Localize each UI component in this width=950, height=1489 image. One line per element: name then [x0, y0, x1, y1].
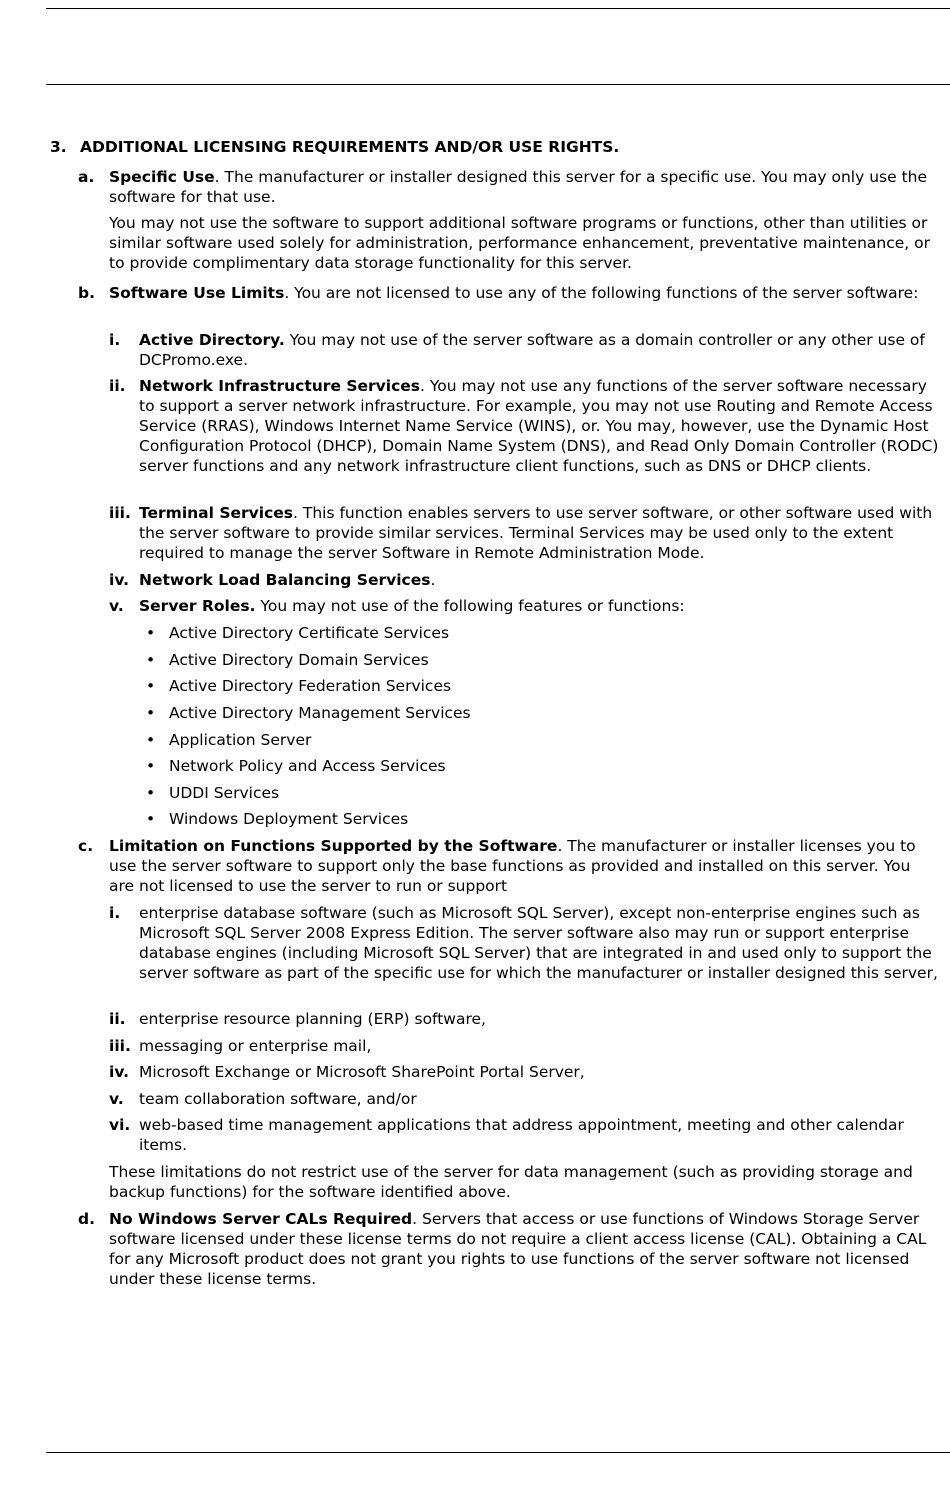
- item-text: team collaboration software, and/or: [139, 1090, 417, 1108]
- clause-text: [109, 167, 939, 207]
- item-label: iii.: [109, 1037, 131, 1055]
- section-number: 3.: [50, 138, 67, 156]
- clause-label: c.: [78, 837, 94, 855]
- bullet-text: Network Policy and Access Services: [169, 757, 446, 775]
- clause-label: d.: [78, 1210, 95, 1228]
- item-heading: Terminal Services: [139, 504, 294, 522]
- item-text: Microsoft Exchange or Microsoft SharePoint Portal Server,: [139, 1063, 585, 1081]
- item-heading: Network Infrastructure Services: [139, 377, 421, 395]
- clause-body: . Servers that access or use functions of Windows Storage Server software licensed under these license terms do not require a client access license (CAL). Obtaining a CAL for any Microsoft product does not grant you rights to use functions of the server software not licensed under these license terms.: [109, 1210, 927, 1288]
- bullet-glyph: •: [146, 704, 156, 722]
- clause-label: b.: [78, 284, 95, 302]
- item-label: ii.: [109, 1010, 126, 1028]
- clause-text: [109, 836, 939, 896]
- item-label: iii.: [109, 504, 131, 522]
- section-title: ADDITIONAL LICENSING REQUIREMENTS AND/OR USE RIGHTS.: [80, 138, 620, 156]
- item-text: web-based time management applications that address appointment, meeting and other calendar items.: [139, 1116, 904, 1154]
- clause-body: . The manufacturer or installer designed this server for a specific use. You may only use the software for that use.: [109, 168, 928, 206]
- bullet-glyph: •: [146, 651, 156, 669]
- item-text: [139, 330, 939, 370]
- item-label: ii.: [109, 377, 126, 395]
- item-text: [139, 596, 939, 616]
- item-label: vi.: [109, 1116, 131, 1134]
- item-label: i.: [109, 331, 121, 349]
- item-label: i.: [109, 904, 121, 922]
- clause-label: a.: [78, 168, 95, 186]
- item-heading: Server Roles.: [139, 597, 256, 615]
- bullet-text: Active Directory Certificate Services: [169, 624, 450, 642]
- clause-text: [109, 1209, 939, 1289]
- item-body: You may not use of the server software as a domain controller or any other use of DCPromo.exe.: [139, 331, 925, 369]
- item-text: [139, 570, 939, 590]
- bullet-text: Active Directory Management Services: [169, 704, 471, 722]
- clause-heading: Specific Use: [109, 168, 215, 186]
- clause-body: . The manufacturer or installer licenses you to use the server software to support only the base functions as provided and installed on this server. You are not licensed to use the server to run or support: [109, 837, 916, 895]
- bullet-glyph: •: [146, 624, 156, 642]
- item-label: v.: [109, 597, 124, 615]
- bullet-text: Active Directory Domain Services: [169, 651, 429, 669]
- item-body: . This function enables servers to use server software, or other software used with the server software to provide similar services. Terminal Services may be used only to the extent required to manage the server Software in Remote Administration Mode.: [139, 504, 933, 562]
- item-heading: Network Load Balancing Services: [139, 571, 431, 589]
- item-text: [139, 503, 939, 563]
- bullet-glyph: •: [146, 731, 156, 749]
- clause-c-closing: These limitations do not restrict use of the server for data management (such as providing storage and backup functions) for the software identified above.: [109, 1163, 913, 1201]
- item-heading: Active Directory.: [139, 331, 285, 349]
- item-text: [139, 376, 939, 476]
- bullet-text: Active Directory Federation Services: [169, 677, 452, 695]
- bullet-text: UDDI Services: [169, 784, 280, 802]
- clause-heading: Software Use Limits: [109, 284, 285, 302]
- bullet-text: Application Server: [169, 731, 312, 749]
- item-text: enterprise resource planning (ERP) software,: [139, 1010, 486, 1028]
- clause-heading: Limitation on Functions Supported by the Software: [109, 837, 558, 855]
- item-body: .: [430, 571, 436, 589]
- bullet-glyph: •: [146, 757, 156, 775]
- item-label: v.: [109, 1090, 124, 1108]
- item-label: iv.: [109, 571, 130, 589]
- header-rule: [46, 84, 950, 85]
- bullet-text: Windows Deployment Services: [169, 810, 409, 828]
- clause-heading: No Windows Server CALs Required: [109, 1210, 413, 1228]
- item-text: enterprise database software (such as Microsoft SQL Server), except non-enterprise engines such as Microsoft SQL Server 2008 Express Edition. The server software also may run or support enterprise database engines (including Microsoft SQL Server) that are integrated in and used only to support the server software as part of the specific use for which the manufacturer or installer designed this server,: [139, 904, 938, 982]
- bullet-glyph: •: [146, 677, 156, 695]
- item-body: You may not use of the following features or functions:: [255, 597, 685, 615]
- bullet-glyph: •: [146, 810, 156, 828]
- clause-text: [109, 283, 939, 303]
- footer-rule: [46, 1452, 950, 1453]
- item-body: . You may not use any functions of the server software necessary to support a server network infrastructure. For example, you may not use Routing and Remote Access Service (RRAS), Windows Internet Name Service (WINS), or. You may, however, use the Dynamic Host Configuration Protocol (DHCP), Domain Name System (DNS), and Read Only Domain Controller (RODC) server functions and any network infrastructure client functions, such as DNS or DHCP clients.: [139, 377, 939, 475]
- clause-body: . You are not licensed to use any of the following functions of the server software:: [284, 284, 919, 302]
- clause-a-paragraph: You may not use the software to support additional software programs or functions, other than utilities or similar software used solely for administration, performance enhancement, preventative maintenance, or to provide complimentary data storage functionality for this server.: [109, 214, 931, 272]
- top-rule: [46, 8, 950, 9]
- bullet-glyph: •: [146, 784, 156, 802]
- item-text: messaging or enterprise mail,: [139, 1037, 372, 1055]
- item-label: iv.: [109, 1063, 130, 1081]
